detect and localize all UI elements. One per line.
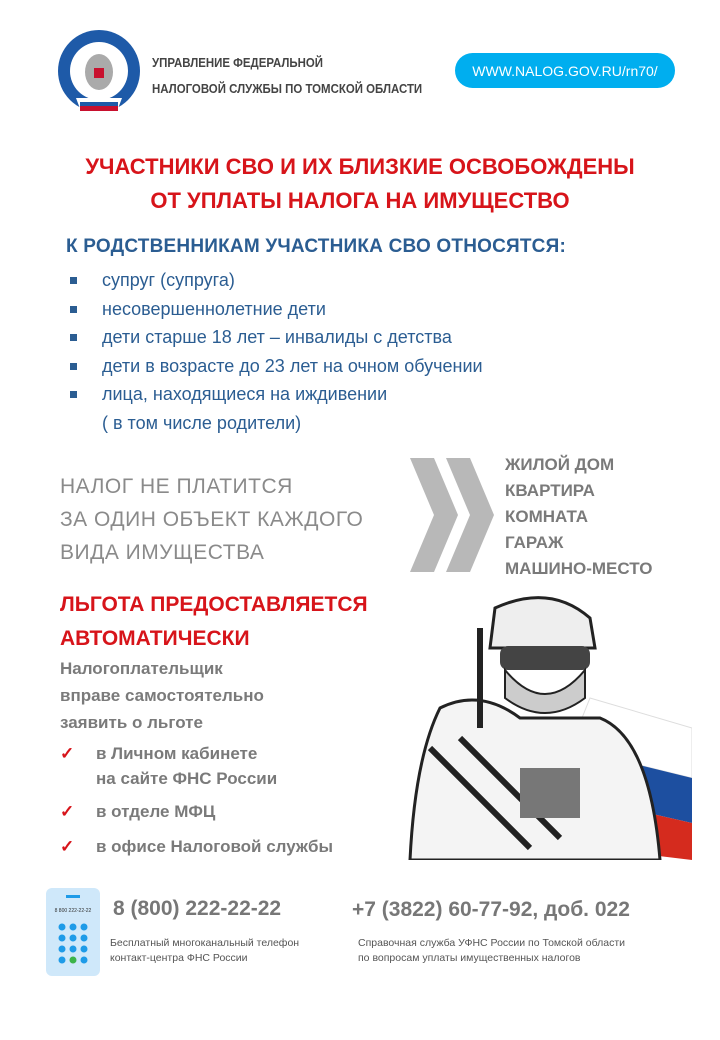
text-line: вправе самостоятельно <box>60 686 264 705</box>
object-item: КОМНАТА <box>505 507 589 526</box>
chevron-right-icon <box>410 458 496 577</box>
object-item: ЖИЛОЙ ДОМ <box>505 455 615 474</box>
list-item <box>70 380 483 409</box>
bullet-icon <box>70 306 77 313</box>
hotline-desc <box>110 936 299 966</box>
item-text: супруг (супруга) <box>102 270 235 290</box>
item-text: дети старше 18 лет – инвалиды с детства <box>102 327 452 347</box>
option-text: в Личном кабинете <box>96 744 258 763</box>
note-text: ( в том числе родители) <box>102 412 302 433</box>
org-line1: УПРАВЛЕНИЕ ФЕДЕРАЛЬНОЙ <box>152 55 323 70</box>
option-text: в отделе МФЦ <box>96 802 216 821</box>
phone-icon <box>46 888 100 976</box>
regional-phone[interactable]: +7 (3822) 60-77-92, доб. 022 <box>352 898 630 921</box>
desc-line: по вопросам уплаты имущественных налогов <box>358 952 581 964</box>
object-item: МАШИНО-МЕСТО <box>505 559 653 578</box>
page-title <box>0 150 720 218</box>
option-text: в офисе Налоговой службы <box>96 837 333 856</box>
fns-logo <box>56 28 142 116</box>
lead-line: НАЛОГ НЕ ПЛАТИТСЯ <box>60 475 293 498</box>
hotline-phone[interactable]: 8 (800) 222-22-22 <box>113 897 282 920</box>
keypad-icon <box>58 923 88 965</box>
bullet-icon <box>70 277 77 284</box>
list-item <box>70 266 483 295</box>
title-line1: УЧАСТНИКИ СВО И ИХ БЛИЗКИЕ ОСВОБОЖДЕНЫ <box>85 154 635 179</box>
phone-screen-text: 8 800 222-22-22 <box>54 908 92 914</box>
checkmark-icon: ✓ <box>60 837 75 856</box>
desc-line: Бесплатный многоканальный телефон <box>110 937 300 949</box>
heading-line: ЛЬГОТА ПРЕДОСТАВЛЯЕТСЯ <box>60 593 368 616</box>
desc-line: Справочная служба УФНС России по Томской области <box>358 937 626 949</box>
list-item <box>70 352 483 381</box>
website-link[interactable]: WWW.NALOG.GOV.RU/rn70/ <box>455 53 675 88</box>
org-name <box>152 50 422 102</box>
item-text: лица, находящиеся на иждивении <box>102 384 388 404</box>
option-item <box>60 834 333 859</box>
text-line: заявить о льготе <box>60 713 203 732</box>
relatives-heading: К РОДСТВЕННИКАМ УЧАСТНИКА СВО ОТНОСЯТСЯ: <box>66 236 566 257</box>
title-line2: ОТ УПЛАТЫ НАЛОГА НА ИМУЩЕСТВО <box>150 188 570 213</box>
soldier-illustration <box>400 588 692 865</box>
benefit-text <box>60 655 264 736</box>
option-item <box>60 741 277 791</box>
bullet-icon <box>70 334 77 341</box>
bullet-icon <box>70 391 77 398</box>
objects-lead <box>60 470 363 569</box>
desc-line: контакт-центра ФНС России <box>110 952 248 964</box>
object-item: ГАРАЖ <box>505 533 564 552</box>
list-item <box>70 295 483 324</box>
item-text: несовершеннолетние дети <box>102 298 326 319</box>
text-line: Налогоплательщик <box>60 659 223 678</box>
option-text: на сайте ФНС России <box>96 769 278 788</box>
relatives-list <box>70 266 483 437</box>
checkmark-icon: ✓ <box>60 802 75 821</box>
list-note <box>70 409 483 438</box>
item-text: дети в возрасте до 23 лет на очном обучении <box>102 355 483 376</box>
list-item <box>70 323 483 352</box>
regional-desc <box>358 936 625 966</box>
phone-speaker <box>66 895 80 898</box>
lead-line: ЗА ОДИН ОБЪЕКТ КАЖДОГО <box>60 508 364 531</box>
benefit-heading <box>60 588 368 656</box>
bullet-icon <box>70 363 77 370</box>
org-line2: НАЛОГОВОЙ СЛУЖБЫ ПО ТОМСКОЙ ОБЛАСТИ <box>152 81 423 96</box>
heading-line: АВТОМАТИЧЕСКИ <box>60 627 250 650</box>
checkmark-icon: ✓ <box>60 744 75 763</box>
lead-line: ВИДА ИМУЩЕСТВА <box>60 541 265 564</box>
objects-list <box>505 452 652 582</box>
option-item <box>60 799 215 824</box>
object-item: КВАРТИРА <box>505 481 595 500</box>
